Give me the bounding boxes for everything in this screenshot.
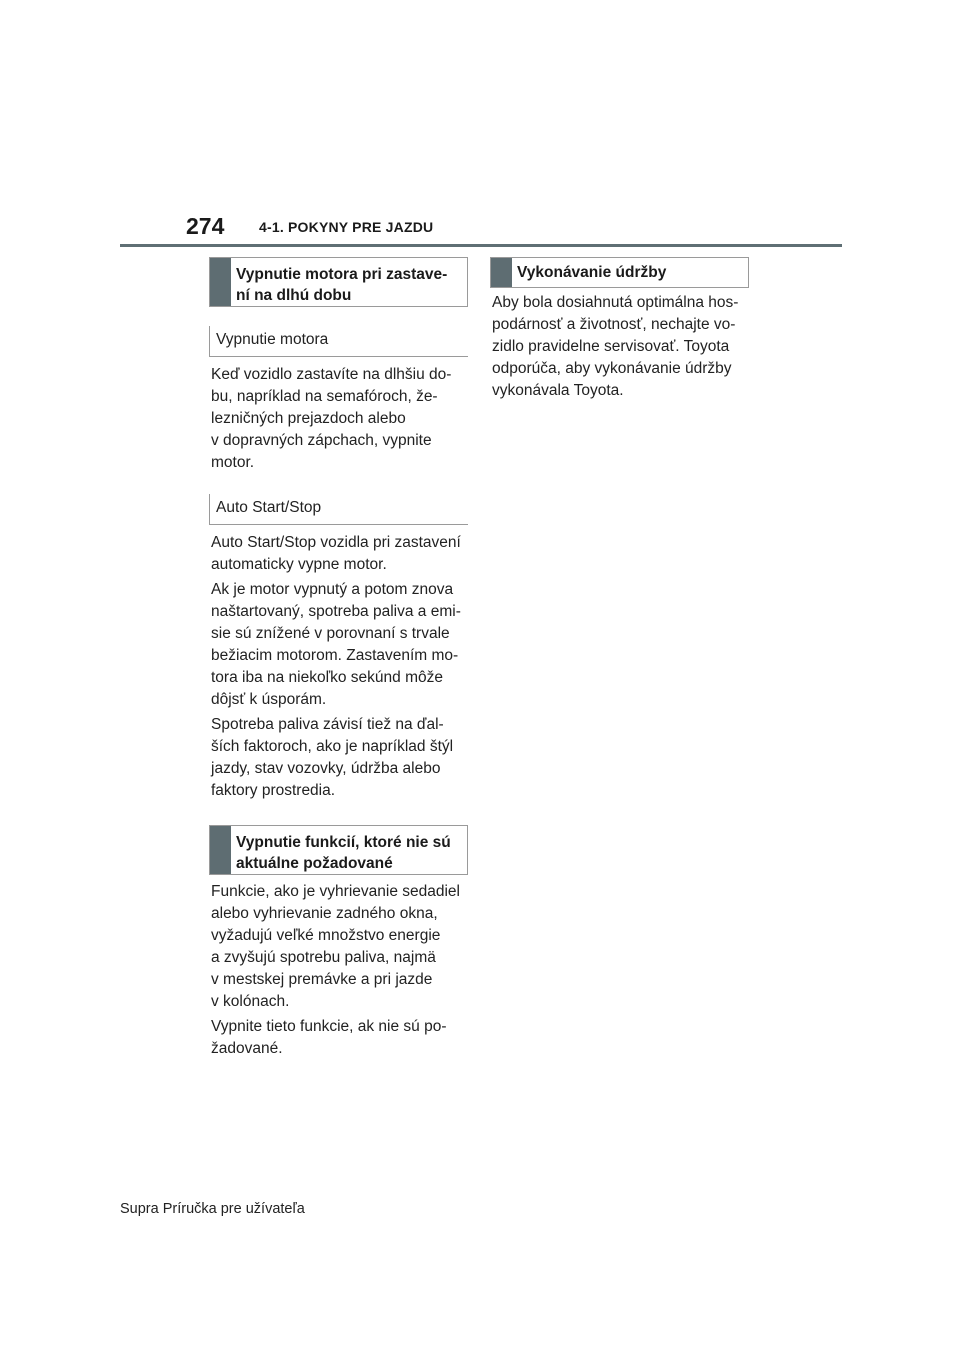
paragraph-restart-savings: Ak je motor vypnutý a potom znova naštartovaný, spotreba paliva a emi- sie sú znížené v porovnaní s trvale bežiacim motorom. Zastavením mo- tora iba na niekoľko sekúnd môže dôjsť k úsporám. xyxy=(211,581,461,708)
subheading-text: Vypnutie motora xyxy=(216,331,329,348)
footer-manual-title: Supra Príručka pre užívateľa xyxy=(120,1201,305,1217)
page-number: 274 xyxy=(186,213,225,239)
paragraph-auto-start-stop: Auto Start/Stop vozidla pri zastavení automaticky vypne motor. xyxy=(211,534,461,573)
heading-accent-bar xyxy=(210,258,231,306)
subheading-auto-start-stop xyxy=(209,494,468,525)
paragraph-fuel-factors: Spotreba paliva závisí tiež na ďal- ších faktoroch, ako je napríklad štýl jazdy, stav vozovky, údržba alebo faktory prostredia. xyxy=(211,716,454,799)
subheading-text: Auto Start/Stop xyxy=(216,499,322,516)
heading-accent-bar xyxy=(491,258,512,287)
heading-text: Vykonávanie údržby xyxy=(517,264,667,281)
header-divider xyxy=(120,244,842,247)
paragraph-long-stop: Keď vozidlo zastavíte na dlhšiu do- bu, napríklad na semafóroch, že- lezničných prejazdoch alebo v dopravných zápchach, vypnite motor. xyxy=(211,366,452,471)
subheading-engine-off xyxy=(209,326,468,357)
paragraph-turn-off-functions: Vypnite tieto funkcie, ak nie sú po- žadované. xyxy=(211,1018,447,1057)
section-title: 4-1. POKYNY PRE JAZDU xyxy=(259,219,434,235)
heading-engine-off-long-stop xyxy=(209,257,468,307)
paragraph-maintenance: Aby bola dosiahnutá optimálna hos- podárnosť a životnosť, nechajte vo- zidlo pravidelne servisovať. Toyota odporúča, aby vykonávanie údržby vykonávala Toyota. xyxy=(492,294,739,399)
paragraph-heating-functions: Funkcie, ako je vyhrievanie sedadiel alebo vyhrievanie zadného okna, vyžadujú veľké množstvo energie a zvyšujú spotrebu paliva, najmä v mestskej premávke a pri jazde v kolónach. xyxy=(211,883,460,1010)
heading-maintenance xyxy=(490,257,749,288)
heading-disable-functions xyxy=(209,825,468,875)
heading-accent-bar xyxy=(210,826,231,874)
heading-text: Vypnutie funkcií, ktoré nie sú aktuálne požadované xyxy=(236,834,451,872)
heading-text: Vypnutie motora pri zastave- ní na dlhú dobu xyxy=(236,266,448,304)
